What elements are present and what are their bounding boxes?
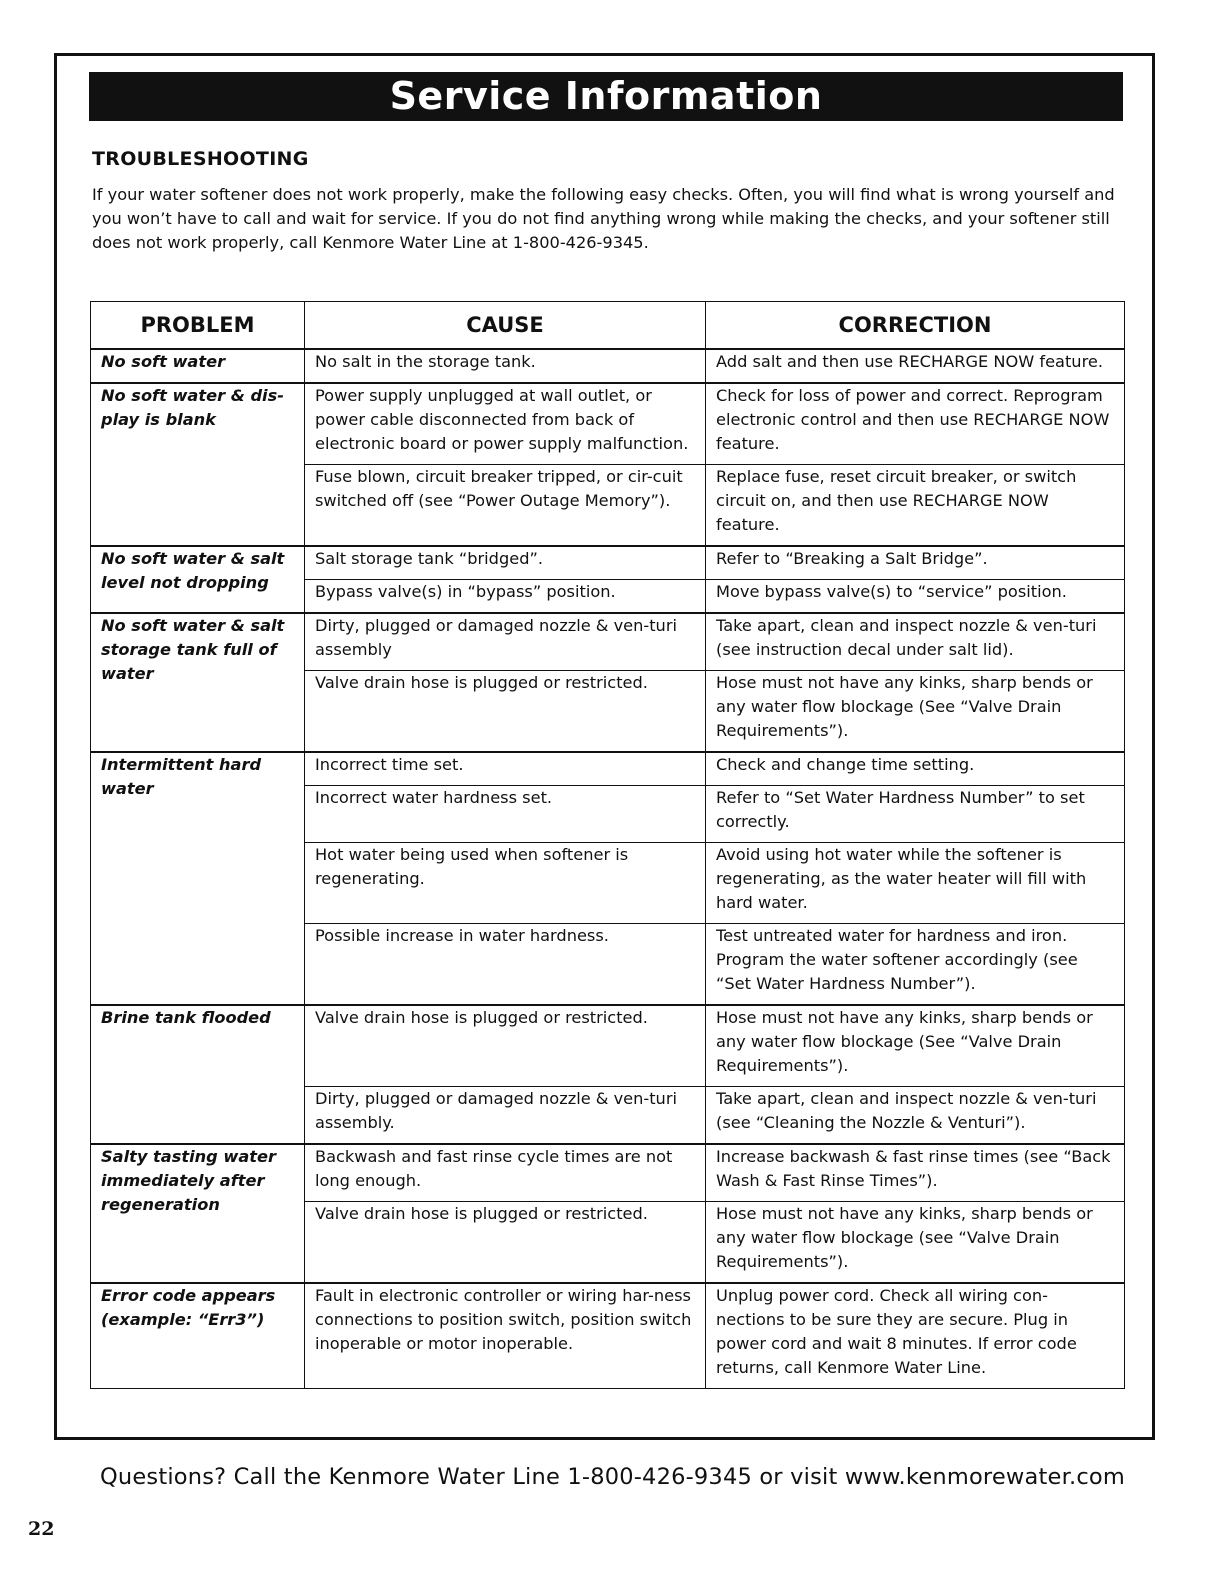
correction-cell: Hose must not have any kinks, sharp bends or any water flow blockage (See “Valve Drain Requirements”). xyxy=(706,671,1125,753)
section-title: TROUBLESHOOTING xyxy=(92,148,309,170)
cause-cell: Fuse blown, circuit breaker tripped, or cir-cuit switched off (see “Power Outage Memory”). xyxy=(305,465,706,547)
table-body xyxy=(91,349,1125,1389)
correction-cell: Refer to “Set Water Hardness Number” to set correctly. xyxy=(706,786,1125,843)
cause-cell: Salt storage tank “bridged”. xyxy=(305,546,706,580)
correction-cell: Unplug power cord. Check all wiring con-nections to be sure they are secure. Plug in power cord and wait 8 minutes. If error code returns, call Kenmore Water Line. xyxy=(706,1283,1125,1389)
table-row xyxy=(91,1005,1125,1087)
correction-cell: Add salt and then use RECHARGE NOW feature. xyxy=(706,349,1125,383)
problem-cell: Salty tasting water immediately after regeneration xyxy=(91,1144,305,1283)
intro-paragraph: If your water softener does not work properly, make the following easy checks. Often, you will find what is wrong yourself and you won’t have to call and wait for service. If you do not find anything wrong while making the checks, and your softener still does not work properly, call Kenmore Water Line at 1-800-426-9345. xyxy=(92,185,1115,252)
table-row xyxy=(91,1144,1125,1202)
problem-cell: Intermittent hard water xyxy=(91,752,305,1005)
cause-cell: Fault in electronic controller or wiring har-ness connections to position switch, position switch inoperable or motor inoperable. xyxy=(305,1283,706,1389)
cause-cell: Backwash and fast rinse cycle times are not long enough. xyxy=(305,1144,706,1202)
troubleshooting-table xyxy=(90,301,1125,1389)
cause-cell: Bypass valve(s) in “bypass” position. xyxy=(305,580,706,614)
page-number: 22 xyxy=(28,1518,55,1540)
problem-cell: Brine tank flooded xyxy=(91,1005,305,1144)
correction-cell: Hose must not have any kinks, sharp bends or any water flow blockage (see “Valve Drain Requirements”). xyxy=(706,1202,1125,1284)
header-correction: CORRECTION xyxy=(706,302,1125,350)
problem-cell: No soft water & dis-play is blank xyxy=(91,383,305,546)
cause-cell: Dirty, plugged or damaged nozzle & ven-turi assembly. xyxy=(305,1087,706,1145)
correction-cell: Check and change time setting. xyxy=(706,752,1125,786)
table-row xyxy=(91,1283,1125,1389)
cause-cell: Incorrect water hardness set. xyxy=(305,786,706,843)
cause-cell: No salt in the storage tank. xyxy=(305,349,706,383)
problem-cell: No soft water xyxy=(91,349,305,383)
cause-cell: Incorrect time set. xyxy=(305,752,706,786)
correction-cell: Take apart, clean and inspect nozzle & ven-turi (see “Cleaning the Nozzle & Venturi”). xyxy=(706,1087,1125,1145)
correction-cell: Avoid using hot water while the softener is regenerating, as the water heater will fill with hard water. xyxy=(706,843,1125,924)
header-cause: CAUSE xyxy=(305,302,706,350)
table-row xyxy=(91,752,1125,786)
correction-cell: Check for loss of power and correct. Reprogram electronic control and then use RECHARGE NOW feature. xyxy=(706,383,1125,465)
correction-cell: Increase backwash & fast rinse times (see “Back Wash & Fast Rinse Times”). xyxy=(706,1144,1125,1202)
correction-cell: Refer to “Breaking a Salt Bridge”. xyxy=(706,546,1125,580)
table-row xyxy=(91,349,1125,383)
cause-cell: Valve drain hose is plugged or restricted. xyxy=(305,1202,706,1284)
page-title-banner: Service Information xyxy=(89,72,1123,121)
correction-cell: Move bypass valve(s) to “service” position. xyxy=(706,580,1125,614)
correction-cell: Replace fuse, reset circuit breaker, or switch circuit on, and then use RECHARGE NOW feature. xyxy=(706,465,1125,547)
table-row xyxy=(91,546,1125,580)
cause-cell: Possible increase in water hardness. xyxy=(305,924,706,1006)
cause-cell: Valve drain hose is plugged or restricted. xyxy=(305,671,706,753)
table-header-row xyxy=(91,302,1125,350)
table-row xyxy=(91,613,1125,671)
table-row xyxy=(91,383,1125,465)
problem-cell: No soft water & salt storage tank full of water xyxy=(91,613,305,752)
correction-cell: Hose must not have any kinks, sharp bends or any water flow blockage (See “Valve Drain Requirements”). xyxy=(706,1005,1125,1087)
footer-contact: Questions? Call the Kenmore Water Line 1-800-426-9345 or visit www.kenmorewater.com xyxy=(100,1464,1125,1490)
header-problem: PROBLEM xyxy=(91,302,305,350)
cause-cell: Dirty, plugged or damaged nozzle & ven-turi assembly xyxy=(305,613,706,671)
problem-cell: Error code appears (example: “Err3”) xyxy=(91,1283,305,1389)
cause-cell: Power supply unplugged at wall outlet, or power cable disconnected from back of electronic board or power supply malfunction. xyxy=(305,383,706,465)
cause-cell: Valve drain hose is plugged or restricted. xyxy=(305,1005,706,1087)
correction-cell: Test untreated water for hardness and iron. Program the water softener accordingly (see “Set Water Hardness Number”). xyxy=(706,924,1125,1006)
problem-cell: No soft water & salt level not dropping xyxy=(91,546,305,613)
cause-cell: Hot water being used when softener is regenerating. xyxy=(305,843,706,924)
correction-cell: Take apart, clean and inspect nozzle & ven-turi (see instruction decal under salt lid). xyxy=(706,613,1125,671)
